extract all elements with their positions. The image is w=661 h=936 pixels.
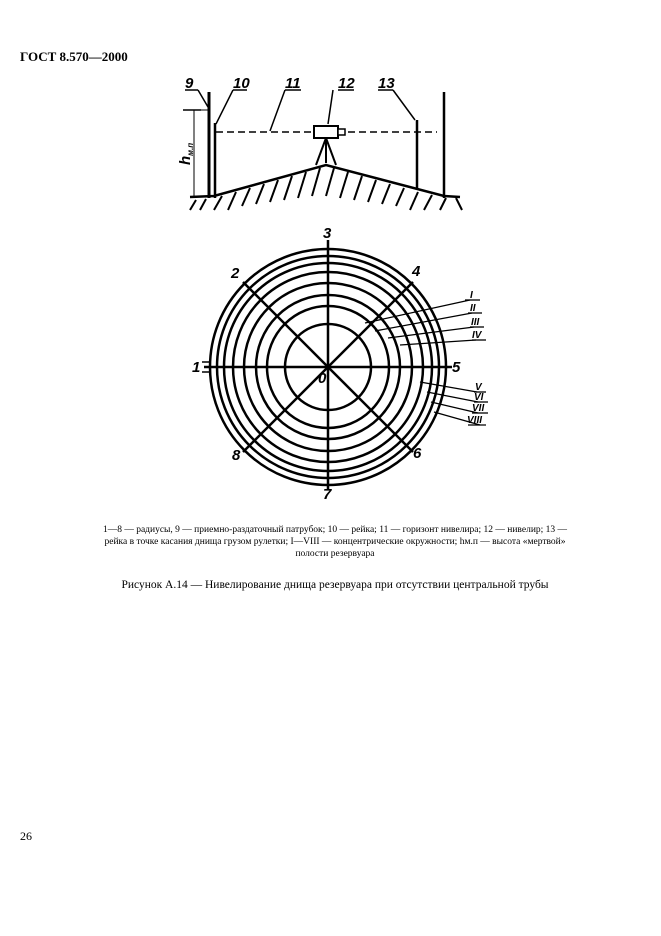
radius-label-4: 4 bbox=[412, 263, 421, 280]
label-11: 11 bbox=[285, 75, 301, 92]
figure-legend: 1—8 — радиусы, 9 — приемно-раздаточный патрубок; 10 — рейка; 11 — горизонт нивелира; 12 — нивелир; 13 — рейка в точке касания днища грузом рулетки; I—VIII — концентрические окружности; hм.п — высота «мертвой» полости резервуара bbox=[102, 525, 568, 559]
circle-label-VII: VII bbox=[472, 403, 485, 414]
radius-label-3: 3 bbox=[323, 225, 332, 242]
label-13: 13 bbox=[378, 75, 395, 92]
page-number: 26 bbox=[20, 829, 32, 843]
circle-label-III: III bbox=[471, 317, 480, 328]
document-header: ГОСТ 8.570—2000 bbox=[20, 49, 128, 64]
circle-label-I: I bbox=[470, 290, 473, 301]
circle-label-VI: VI bbox=[474, 392, 484, 403]
radius-label-8: 8 bbox=[232, 447, 241, 464]
circle-label-V: V bbox=[475, 382, 482, 393]
radius-label-7: 7 bbox=[323, 486, 332, 503]
radius-label-2: 2 bbox=[231, 265, 240, 282]
height-label: $h_{м.п}$ bbox=[177, 142, 195, 165]
label-9: 9 bbox=[185, 75, 194, 92]
radius-label-6: 6 bbox=[413, 445, 422, 462]
circle-label-II: II bbox=[470, 303, 476, 314]
circle-label-IV: IV bbox=[472, 330, 482, 341]
circle-label-VIII: VIII bbox=[467, 415, 483, 426]
figure-caption: Рисунок А.14 — Нивелирование днища резервуара при отсутствии центральной трубы bbox=[121, 579, 549, 591]
label-12: 12 bbox=[338, 75, 355, 92]
radius-label-5: 5 bbox=[452, 359, 461, 376]
radius-label-1: 1 bbox=[192, 359, 201, 376]
center-label: 0 bbox=[318, 370, 327, 387]
leveling-diagram bbox=[183, 90, 462, 210]
label-10: 10 bbox=[233, 75, 250, 92]
